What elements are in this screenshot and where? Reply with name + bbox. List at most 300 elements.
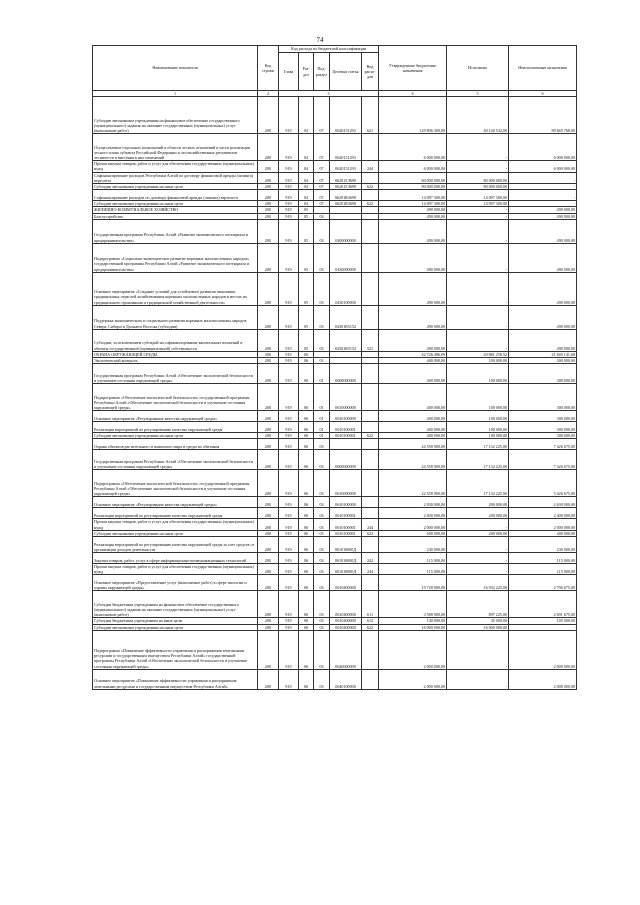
row-glava: 919 [279,591,299,618]
row-code: 200 [258,207,279,213]
row-unexecuted: 490 000,00 [509,207,577,213]
row-csr: 0610400000 [330,575,362,591]
row-approved: 490 000,00 [379,272,447,305]
row-unexecuted: 490 000,00 [509,272,577,305]
row-code: 200 [258,537,279,553]
header-name: Наименование показателя [93,46,258,91]
row-csr: 06201R3690 [330,190,362,201]
row-unexecuted: 2 400 000,00 [509,508,577,519]
row-unexecuted: 400 000,00 [509,530,577,536]
row-podrazdel: 03 [314,272,330,305]
row-glava: 919 [279,272,299,305]
row-razdel: 06 [299,470,314,497]
row-podrazdel: 01 [314,411,330,422]
table-row [93,553,577,564]
row-csr: 0610400000 [330,618,362,624]
row-code: 200 [258,329,279,351]
row-vr [362,272,379,305]
row-csr: 0620151292 [330,97,362,134]
row-vr [362,411,379,422]
row-unexecuted: 490 000,00 [509,243,577,272]
header-approved: Утвержденные бюджетные назначения [379,46,447,91]
row-name: Государственная программа Республики Алтай «Обеспечение экологической безопасности и улучшение состояния окружающей среды» [93,450,258,470]
row-vr [362,422,379,433]
row-unexecuted: 89 665 768,00 [509,97,577,134]
row-razdel: 06 [299,364,314,384]
row-unexecuted: 230 000,00 [509,537,577,553]
row-name: Прочая закупка товаров, работ и услуг для обеспечения государственных (муниципальных) нужд [93,564,258,575]
table-row [93,201,577,207]
row-csr: 0600000000 [330,450,362,470]
row-vr [362,384,379,411]
row-executed: - [447,213,509,219]
col-index-5: 5 [447,91,509,97]
row-csr: 062015Э690 [330,184,362,190]
row-razdel: 06 [299,553,314,564]
row-razdel: 05 [299,329,314,351]
row-vr: 244 [362,161,379,172]
row-podrazdel: 03 [314,219,330,243]
table-row [93,618,577,624]
row-approved: 400 000,00 [379,384,447,411]
row-razdel: 06 [299,439,314,450]
row-unexecuted: 21 845 141,68 [509,351,577,357]
row-approved: 2 830 000,00 [379,497,447,508]
row-razdel: 06 [299,519,314,530]
row-executed: - [447,219,509,243]
row-razdel: 06 [299,411,314,422]
row-name: Субсидии бюджетным учреждениям на финансовое обеспечение государственного (муниципального) задания на оказание государственных (муниципальных) услуг (выполнение работ) [93,591,258,618]
row-podrazdel: 03 [314,624,330,630]
row-csr: 0610100000 [330,411,362,422]
row-name: Прочая закупка товаров, работ и услуг для обеспечения государственных (муниципальных) нужд [93,161,258,172]
row-csr: 061010000Д [330,564,362,575]
row-podrazdel: 07 [314,172,330,183]
row-vr [362,450,379,470]
row-podrazdel: 03 [314,213,330,219]
row-executed: 100 000,00 [447,422,509,433]
table-row [93,537,577,553]
row-unexecuted: 6 000 000,00 [509,134,577,161]
row-razdel: 06 [299,669,314,689]
row-podrazdel: 03 [314,508,330,519]
row-name: Экологический контроль [93,358,258,364]
row-vr [362,630,379,669]
row-approved: 14 097 300,00 [379,201,447,207]
row-unexecuted: 490 000,00 [509,219,577,243]
row-podrazdel: 03 [314,497,330,508]
row-code: 200 [258,411,279,422]
table-row [93,624,577,630]
row-csr: 062015Э690 [330,172,362,183]
row-code: 200 [258,384,279,411]
row-razdel: 04 [299,97,314,134]
row-executed: 14 097 300,00 [447,190,509,201]
row-executed: 17 132 225,00 [447,439,509,450]
row-csr: 061010000Д [330,553,362,564]
row-approved: 2 000 000,00 [379,669,447,689]
row-executed: 100 000,00 [447,433,509,439]
table-row [93,384,577,411]
row-razdel: 06 [299,537,314,553]
row-unexecuted: 300 000,00 [509,422,577,433]
row-approved: 6 000 000,00 [379,161,447,172]
row-glava: 919 [279,618,299,624]
row-glava: 919 [279,575,299,591]
row-podrazdel: 07 [314,190,330,201]
row-approved: 400 000,00 [379,433,447,439]
row-glava: 919 [279,530,299,536]
row-csr: 0620151293 [330,134,362,161]
header-executed: Исполнено [447,46,509,91]
row-glava: 919 [279,219,299,243]
row-podrazdel: 03 [314,243,330,272]
row-approved: 490 000,00 [379,305,447,329]
row-glava: 919 [279,564,299,575]
col-index-3: 3 [279,91,379,97]
row-razdel: 05 [299,305,314,329]
row-glava: 919 [279,134,299,161]
row-unexecuted: 2 000 000,00 [509,630,577,669]
header-code-group: Код расхода по бюджетной классификации [279,46,379,53]
row-glava: 919 [279,470,299,497]
col-index-4: 4 [379,91,447,97]
row-approved: 230 000,00 [379,537,447,553]
row-vr: 244 [362,564,379,575]
row-code: 200 [258,553,279,564]
table-row [93,530,577,536]
row-unexecuted: 5 426 675,00 [509,470,577,497]
row-executed: 200 000,00 [447,508,509,519]
row-code: 200 [258,358,279,364]
row-name: Реализация мероприятий по регулированию качества окружающей среды [93,508,258,519]
row-unexecuted: 300 000,00 [509,433,577,439]
row-executed: 16 000 000,00 [447,624,509,630]
row-executed: 80 000 000,00 [447,172,509,183]
row-vr: 622 [362,530,379,536]
row-approved: 490 000,00 [379,207,447,213]
row-code: 200 [258,172,279,183]
row-unexecuted: 2 000 000,00 [509,669,577,689]
table-row [93,305,577,329]
row-glava: 919 [279,553,299,564]
row-unexecuted: 300 000,00 [509,384,577,411]
row-executed: - [447,553,509,564]
row-code: 200 [258,591,279,618]
row-podrazdel: 03 [314,591,330,618]
row-name: Подпрограмма «Социально-экономическое развитие коренных малочисленных народов» государственной программы Республики Алтай «Развитие экономического потенциала и предпринимательства» [93,243,258,272]
row-executed: 40 140 532,00 [447,97,509,134]
row-name: Субсидии автономным учреждениям на финансовое обеспечение государственного (муниципального) задания на оказание государственных (муниципальных) услуг (выполнение работ) [93,97,258,134]
row-unexecuted: 300 000,00 [509,358,577,364]
row-executed: - [447,272,509,305]
row-razdel: 06 [299,630,314,669]
row-executed: 200 000,00 [447,497,509,508]
row-approved: 24 558 900,00 [379,450,447,470]
row-approved: 6 000 000,00 [379,134,447,161]
table-row [93,411,577,422]
row-name: Закупка товаров, работ, услуг в сфере информационно-коммуникационных технологий [93,553,258,564]
row-glava: 919 [279,161,299,172]
row-glava: 919 [279,422,299,433]
row-approved: 3 588 900,00 [379,591,447,618]
row-csr: 0640000000 [330,630,362,669]
row-code: 200 [258,624,279,630]
row-approved: 24 558 900,00 [379,439,447,450]
row-name: Основное мероприятие «Повышение эффективности управления и распоряжения земельными ресурсами и государственным имуществом Республики Алтай» [93,669,258,689]
row-csr: 0610000000 [330,470,362,497]
row-name: Основное мероприятие «Регулирование качества окружающей среды» [93,411,258,422]
row-unexecuted: 105 000,00 [509,618,577,624]
row-csr [330,439,362,450]
row-razdel: 05 [299,219,314,243]
row-unexecuted: - [509,190,577,201]
row-name: Софинансирование расходов Республики Алтай по договору финансовой аренды (лизинга) вертолета [93,172,258,183]
row-vr: 242 [362,553,379,564]
row-name: Прочая закупка товаров, работ и услуг для обеспечения государственных (муниципальных) нужд [93,519,258,530]
row-code: 200 [258,508,279,519]
row-unexecuted: - [509,184,577,190]
row-podrazdel: 03 [314,470,330,497]
table-row [93,172,577,183]
row-razdel: 06 [299,564,314,575]
row-razdel: 04 [299,184,314,190]
row-csr: 0610100001 [330,530,362,536]
row-vr [362,497,379,508]
row-code: 200 [258,669,279,689]
row-executed: - [447,161,509,172]
row-code: 200 [258,213,279,219]
row-code: 200 [258,305,279,329]
row-name: Реализация мероприятий по регулированию качества окружающей среды [93,422,258,433]
row-razdel: 06 [299,497,314,508]
row-code: 200 [258,530,279,536]
row-vr [362,134,379,161]
row-glava: 919 [279,519,299,530]
row-glava: 919 [279,630,299,669]
row-csr: 0610100001 [330,519,362,530]
row-code: 200 [258,190,279,201]
row-razdel: 06 [299,358,314,364]
row-vr [362,669,379,689]
row-code: 200 [258,519,279,530]
row-executed: - [447,243,509,272]
row-vr [362,508,379,519]
row-unexecuted: - [509,201,577,207]
row-approved: 14 097 300,00 [379,190,447,201]
row-unexecuted: 490 000,00 [509,305,577,329]
row-code: 200 [258,184,279,190]
row-name: Осуществление отдельных полномочий в области лесных отношений в части реализации лесного плана субъекта Российской Федерации и лесохозяйственных регламентов лесничеств и внесения в них изменений [93,134,258,161]
row-glava: 919 [279,329,299,351]
table-row [93,329,577,351]
row-csr: 0610100001 [330,508,362,519]
row-code: 200 [258,575,279,591]
table-row [93,134,577,161]
row-razdel: 05 [299,213,314,219]
row-name: ЖИЛИЩНО-КОММУНАЛЬНОЕ ХОЗЯЙСТВО [93,207,258,213]
row-executed: - [447,329,509,351]
row-approved: 400 000,00 [379,358,447,364]
row-csr: 0610100001 [330,422,362,433]
col-index-1: 1 [93,91,258,97]
header-row-code: Код строки [258,46,279,91]
row-vr: 611 [362,591,379,618]
table-row [93,497,577,508]
row-unexecuted: 2 796 675,00 [509,575,577,591]
row-podrazdel: 03 [314,329,330,351]
row-glava: 919 [279,450,299,470]
row-glava: 919 [279,364,299,384]
row-razdel: 06 [299,433,314,439]
row-code: 200 [258,433,279,439]
row-razdel: 06 [299,450,314,470]
header-vr: Вид расхо-дов [362,53,379,91]
row-podrazdel: 03 [314,564,330,575]
row-podrazdel: 03 [314,630,330,669]
row-approved: 490 000,00 [379,243,447,272]
row-approved: 490 000,00 [379,219,447,243]
row-unexecuted: 2 630 000,00 [509,497,577,508]
row-name: Подпрограмма «Обеспечение экологической безопасности» государственной программы Республики Алтай «Обеспечение экологической безопасности и улучшение состояния окружающей среды» [93,470,258,497]
row-podrazdel: 07 [314,161,330,172]
table-row [93,591,577,618]
page-number: 74 [316,36,324,44]
row-code: 200 [258,618,279,624]
row-csr: 0430000000 [330,243,362,272]
row-approved: 80 000 000,00 [379,172,447,183]
row-razdel: 06 [299,575,314,591]
row-vr [362,439,379,450]
row-name: Подпрограмма «Обеспечение экологической безопасности» государственной программы Республики Алтай «Обеспечение экологической безопасности и улучшение состояния окружающей среды» [93,384,258,411]
table-row [93,433,577,439]
row-executed: 20 881 258,52 [447,351,509,357]
row-csr: 0640100000 [330,669,362,689]
row-code: 200 [258,450,279,470]
row-podrazdel: 07 [314,134,330,161]
row-name: Государственная программа Республики Алтай «Обеспечение экологической безопасности и улучшение состояния окружающей среды» [93,364,258,384]
row-razdel: 04 [299,172,314,183]
row-glava: 919 [279,172,299,183]
row-csr: 061010000Д [330,537,362,553]
table-row [93,669,577,689]
row-approved: 400 000,00 [379,411,447,422]
row-executed: 100 000,00 [447,364,509,384]
row-glava: 919 [279,537,299,553]
row-name: Основное мероприятие «Предоставление услуг (выполнение работ) в сфере экологии и охраны окружающей среды» [93,575,258,591]
row-csr: 06201R3690 [330,201,362,207]
table-row [93,439,577,450]
row-podrazdel: 01 [314,384,330,411]
row-razdel: 05 [299,207,314,213]
row-code: 200 [258,422,279,433]
row-code: 200 [258,161,279,172]
row-approved: 2 000 000,00 [379,630,447,669]
row-code: 200 [258,219,279,243]
row-csr: 04301R5152 [330,329,362,351]
row-razdel: 06 [299,530,314,536]
row-executed: - [447,134,509,161]
row-unexecuted: 7 426 675,00 [509,439,577,450]
row-code: 200 [258,364,279,384]
row-executed: 100 000,00 [447,358,509,364]
row-glava: 919 [279,201,299,207]
row-podrazdel: 01 [314,422,330,433]
row-razdel: 06 [299,384,314,411]
row-csr: 04301R5152 [330,305,362,329]
row-unexecuted: 2 691 675,00 [509,591,577,618]
row-razdel: 04 [299,190,314,201]
table-row [93,422,577,433]
row-executed: 35 000,00 [447,618,509,624]
row-code: 200 [258,97,279,134]
row-podrazdel: 03 [314,553,330,564]
row-approved: 490 000,00 [379,329,447,351]
row-razdel: 06 [299,351,314,357]
row-podrazdel: 01 [314,358,330,364]
row-podrazdel: 07 [314,184,330,190]
row-executed: 14 097 300,00 [447,201,509,207]
row-vr: 622 [362,624,379,630]
row-name: Поддержка экономического и социального развития коренных малочисленных народов Севера, Сибири и Дальнего Востока (субсидии) [93,305,258,329]
row-executed: 897 225,00 [447,591,509,618]
row-vr: 622 [362,201,379,207]
row-unexecuted: - [509,624,577,630]
row-unexecuted: 300 000,00 [509,411,577,422]
row-vr: 612 [362,618,379,624]
row-razdel: 05 [299,272,314,305]
row-podrazdel: 01 [314,364,330,384]
row-csr: 0610100000 [330,497,362,508]
row-code: 200 [258,497,279,508]
row-approved: 490 000,00 [379,213,447,219]
header-csr: Целевая статья [330,53,362,91]
table-row [93,243,577,272]
row-name: Субсидии автономным учреждениям на иные цели [93,184,258,190]
row-executed: - [447,537,509,553]
table-row [93,575,577,591]
row-name: Субсидии автономным учреждениям на иные цели [93,530,258,536]
row-vr: 244 [362,519,379,530]
row-vr [362,190,379,201]
table-row [93,161,577,172]
table-row [93,508,577,519]
table-row [93,364,577,384]
row-razdel: 06 [299,618,314,624]
col-index-6: 6 [509,91,577,97]
row-unexecuted: 7 426 675,00 [509,450,577,470]
row-podrazdel: 03 [314,575,330,591]
row-unexecuted: - [509,172,577,183]
row-podrazdel: 07 [314,201,330,207]
row-razdel: 06 [299,624,314,630]
row-glava: 919 [279,243,299,272]
row-approved: 115 000,00 [379,553,447,564]
row-approved: 600 000,00 [379,530,447,536]
row-approved: 115 000,00 [379,564,447,575]
header-podrazdel: Под-раздел [314,53,330,91]
row-vr [362,575,379,591]
row-name: Основное мероприятие «Регулирование качества окружающей среды» [93,497,258,508]
row-glava: 919 [279,190,299,201]
row-code: 200 [258,134,279,161]
row-approved: 80 000 000,00 [379,184,447,190]
table-row [93,184,577,190]
row-vr [362,537,379,553]
row-unexecuted: 490 000,00 [509,329,577,351]
row-unexecuted: 115 000,00 [509,564,577,575]
row-unexecuted: 6 000 000,00 [509,161,577,172]
